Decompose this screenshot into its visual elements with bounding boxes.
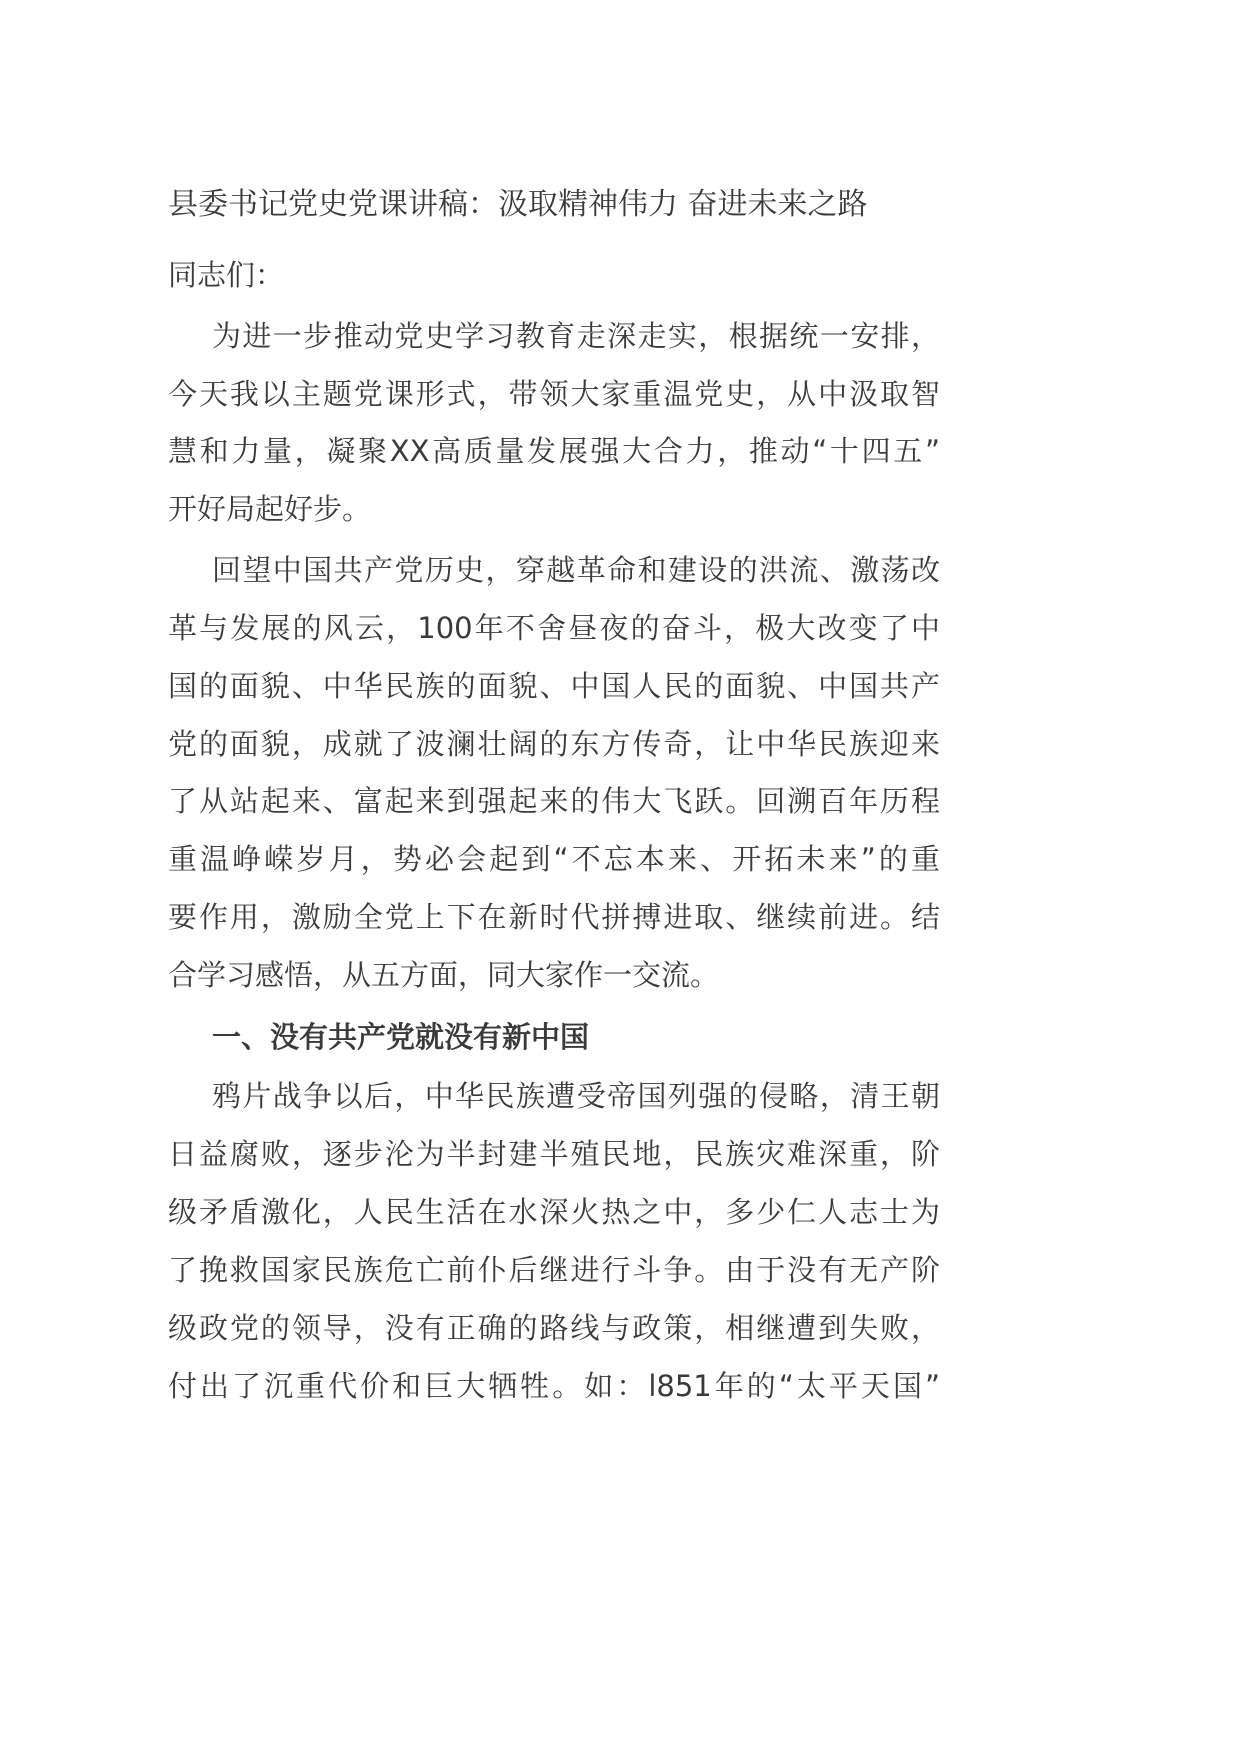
paragraph-line: 革与发展的风云，100年不舍昼夜的奋斗，极大改变了中 (168, 611, 940, 645)
paragraph-line: 日益腐败，逐步沦为半封建半殖民地，民族灾难深重，阶 (168, 1137, 940, 1171)
paragraph-line: 了挽救国家民族危亡前仆后继进行斗争。由于没有无产阶 (168, 1253, 940, 1287)
document-title: 县委书记党史党课讲稿：汲取精神伟力 奋进未来之路 (168, 187, 868, 222)
paragraph-line: 今天我以主题党课形式，带领大家重温党史，从中汲取智 (168, 377, 940, 411)
paragraph-line: 级矛盾激化，人民生活在水深火热之中，多少仁人志士为 (168, 1195, 940, 1229)
paragraph-line: 级政党的领导，没有正确的路线与政策，相继遭到失败， (168, 1311, 940, 1345)
paragraph-line: 鸦片战争以后，中华民族遭受帝国列强的侵略，清王朝 (212, 1079, 940, 1113)
paragraph-line: 了从站起来、富起来到强起来的伟大飞跃。回溯百年历程 (168, 784, 940, 818)
paragraph-line: 开好局起好步。 (168, 492, 372, 526)
paragraph-line: 重温峥嵘岁月，势必会起到“不忘本来、开拓未来”的重 (168, 842, 940, 876)
section-heading: 一、没有共产党就没有新中国 (212, 1020, 590, 1054)
paragraph-line: 党的面貌，成就了波澜壮阔的东方传奇，让中华民族迎来 (168, 727, 940, 761)
salutation: 同志们： (168, 258, 285, 292)
paragraph-line: 回望中国共产党历史，穿越革命和建设的洪流、激荡改 (212, 553, 940, 587)
paragraph-line: 国的面貌、中华民族的面貌、中国人民的面貌、中国共产 (168, 669, 940, 703)
paragraph-line: 付出了沉重代价和巨大牺牲。如：l851年的“太平天国” (168, 1369, 940, 1403)
paragraph-line: 要作用，激励全党上下在新时代拼搏进取、继续前进。结 (168, 900, 940, 934)
paragraph-line: 慧和力量，凝聚XX高质量发展强大合力，推动“十四五” (168, 434, 940, 468)
paragraph-line: 为进一步推动党史学习教育走深走实，根据统一安排， (212, 319, 940, 353)
paragraph-line: 合学习感悟，从五方面，同大家作一交流。 (168, 958, 720, 992)
